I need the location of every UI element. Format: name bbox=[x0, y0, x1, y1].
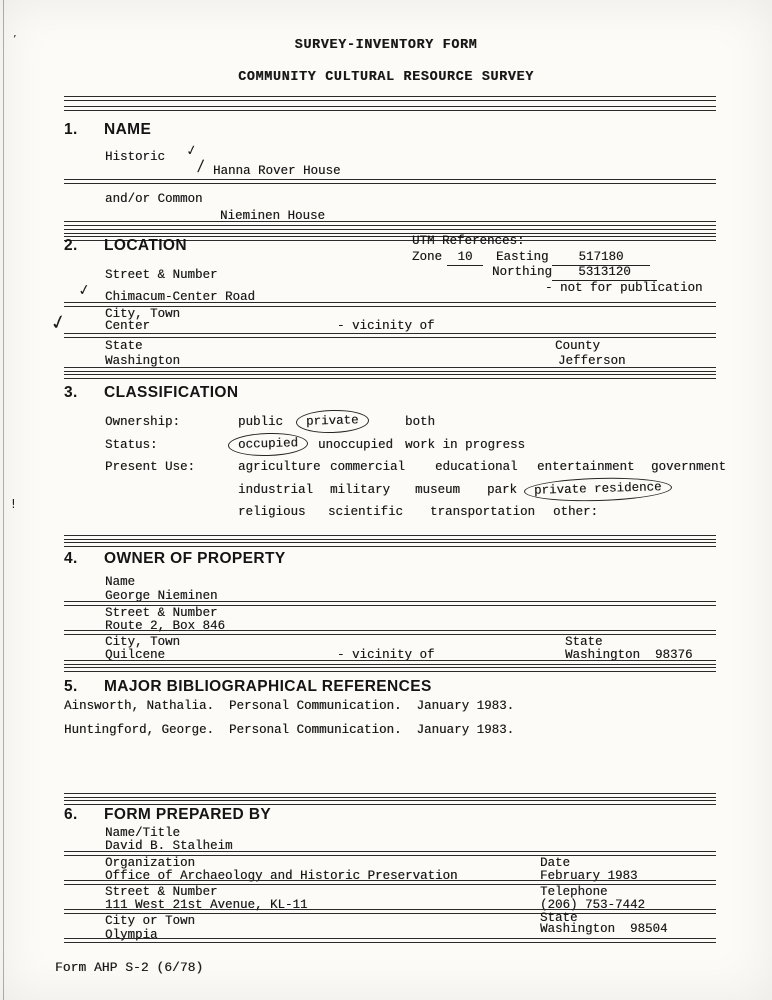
ownership-label: Ownership: bbox=[105, 415, 181, 429]
common-label: and/or Common bbox=[105, 192, 203, 206]
option-public: public bbox=[238, 415, 284, 429]
common-value: Nieminen House bbox=[220, 209, 326, 223]
preparer-street-value: 111 West 21st Avenue, KL-11 bbox=[105, 898, 308, 912]
divider-line bbox=[64, 800, 716, 805]
section5-heading: MAJOR BIBLIOGRAPHICAL REFERENCES bbox=[104, 678, 432, 695]
preparer-city-label: City or Town bbox=[105, 914, 196, 928]
vicinity-of-label: - vicinity of bbox=[337, 319, 435, 333]
option-entertainment: entertainment bbox=[537, 460, 635, 474]
preparer-name-value: David B. Stalheim bbox=[105, 839, 233, 853]
owner-state-label: State bbox=[565, 635, 603, 649]
date-label: Date bbox=[540, 856, 571, 870]
historic-label: Historic bbox=[105, 150, 166, 164]
vicinity-of-label: - vicinity of bbox=[337, 648, 435, 662]
state-label: State bbox=[105, 339, 143, 353]
preparer-city-value: Olympia bbox=[105, 928, 158, 942]
option-other: other: bbox=[553, 505, 599, 519]
option-occupied-circled: occupied bbox=[228, 432, 309, 457]
county-value: Jefferson bbox=[558, 354, 626, 368]
section1-heading: NAME bbox=[104, 121, 152, 138]
zone-label: Zone bbox=[412, 250, 443, 264]
divider-line bbox=[64, 938, 716, 943]
owner-name-value: George Nieminen bbox=[105, 589, 218, 603]
option-work-in-progress: work in progress bbox=[405, 438, 526, 452]
historic-value: Hanna Rover House bbox=[213, 164, 341, 178]
telephone-label: Telephone bbox=[540, 885, 608, 899]
county-label: County bbox=[555, 339, 601, 353]
option-religious: religious bbox=[238, 505, 306, 519]
owner-city-label: City, Town bbox=[105, 635, 181, 649]
option-private-residence-circled: private residence bbox=[524, 476, 672, 503]
telephone-value: (206) 753-7442 bbox=[540, 898, 646, 912]
section3-number: 3. bbox=[64, 384, 78, 401]
form-subtitle: COMMUNITY CULTURAL RESOURCE SURVEY bbox=[238, 70, 534, 85]
divider-line bbox=[64, 367, 716, 372]
preparer-street-label: Street & Number bbox=[105, 885, 218, 899]
divider-line bbox=[64, 660, 716, 665]
section3-heading: CLASSIFICATION bbox=[104, 384, 239, 401]
option-transportation: transportation bbox=[430, 505, 536, 519]
checkmark-icon: ✓ bbox=[47, 308, 70, 336]
divider-line bbox=[64, 106, 716, 111]
reference-item: Huntingford, George. Personal Communication. January 1983. bbox=[64, 723, 515, 737]
owner-city-value: Quilcene bbox=[105, 648, 166, 662]
section2-heading: LOCATION bbox=[104, 237, 187, 254]
owner-name-label: Name bbox=[105, 575, 136, 589]
easting-label: Easting bbox=[496, 250, 549, 264]
divider-line bbox=[64, 221, 716, 226]
section5-number: 5. bbox=[64, 678, 78, 695]
checkmark-icon: ✓ bbox=[184, 141, 200, 161]
divider-line bbox=[64, 333, 716, 338]
section1-number: 1. bbox=[64, 121, 78, 138]
option-both: both bbox=[405, 415, 436, 429]
checkmark-icon: ✓ bbox=[76, 280, 93, 300]
organization-value: Office of Archaeology and Historic Preservation bbox=[105, 869, 458, 883]
divider-line bbox=[64, 542, 716, 547]
pen-mark-icon: ’ bbox=[13, 33, 17, 46]
section2-number: 2. bbox=[64, 237, 78, 254]
street-number-label: Street & Number bbox=[105, 268, 218, 282]
pen-mark-icon: ! bbox=[11, 497, 16, 511]
northing-label: Northing bbox=[492, 265, 553, 279]
owner-state-value: Washington 98376 bbox=[565, 648, 693, 662]
option-park: park bbox=[487, 483, 518, 497]
slash-mark-icon: / bbox=[196, 155, 205, 176]
divider-line bbox=[64, 667, 716, 672]
option-industrial: industrial bbox=[238, 483, 314, 497]
preparer-name-label: Name/Title bbox=[105, 826, 181, 840]
divider-line bbox=[64, 179, 716, 184]
utm-references-label: UTM References: bbox=[412, 234, 525, 248]
city-town-label: City, Town bbox=[105, 307, 181, 321]
option-private-circled: private bbox=[296, 409, 369, 434]
zone-value: 10 bbox=[447, 249, 483, 266]
preparer-state-label: State bbox=[540, 911, 578, 925]
form-id: Form AHP S-2 (6/78) bbox=[55, 960, 204, 975]
preparer-state-value: Washington 98504 bbox=[540, 922, 668, 936]
easting-value: 517180 bbox=[552, 249, 650, 266]
date-value: February 1983 bbox=[540, 869, 638, 883]
option-commercial: commercial bbox=[330, 460, 406, 474]
option-agriculture: agriculture bbox=[238, 460, 321, 474]
option-scientific: scientific bbox=[328, 505, 404, 519]
divider-line bbox=[64, 374, 716, 379]
northing-value: 5313120 bbox=[552, 264, 657, 281]
section4-heading: OWNER OF PROPERTY bbox=[104, 550, 286, 567]
option-museum: museum bbox=[415, 483, 461, 497]
section6-number: 6. bbox=[64, 806, 78, 823]
state-value: Washington bbox=[105, 354, 181, 368]
divider-line bbox=[64, 793, 716, 798]
option-unoccupied: unoccupied bbox=[318, 438, 394, 452]
city-town-value: Center bbox=[105, 319, 151, 333]
reference-item: Ainsworth, Nathalia. Personal Communication. January 1983. bbox=[64, 699, 515, 713]
section6-heading: FORM PREPARED BY bbox=[104, 806, 272, 823]
present-use-label: Present Use: bbox=[105, 460, 196, 474]
option-government: government bbox=[651, 460, 727, 474]
option-educational: educational bbox=[435, 460, 518, 474]
street-number-value: Chimacum-Center Road bbox=[105, 290, 256, 304]
divider-line bbox=[64, 229, 716, 234]
divider-line bbox=[64, 535, 716, 540]
owner-street-value: Route 2, Box 846 bbox=[105, 619, 226, 633]
divider-line bbox=[64, 96, 716, 101]
form-title: SURVEY-INVENTORY FORM bbox=[294, 38, 478, 53]
status-label: Status: bbox=[105, 438, 158, 452]
option-military: military bbox=[330, 483, 391, 497]
owner-street-label: Street & Number bbox=[105, 606, 218, 620]
organization-label: Organization bbox=[105, 856, 196, 870]
not-for-publication-label: - not for publication bbox=[545, 281, 703, 295]
section4-number: 4. bbox=[64, 550, 78, 567]
